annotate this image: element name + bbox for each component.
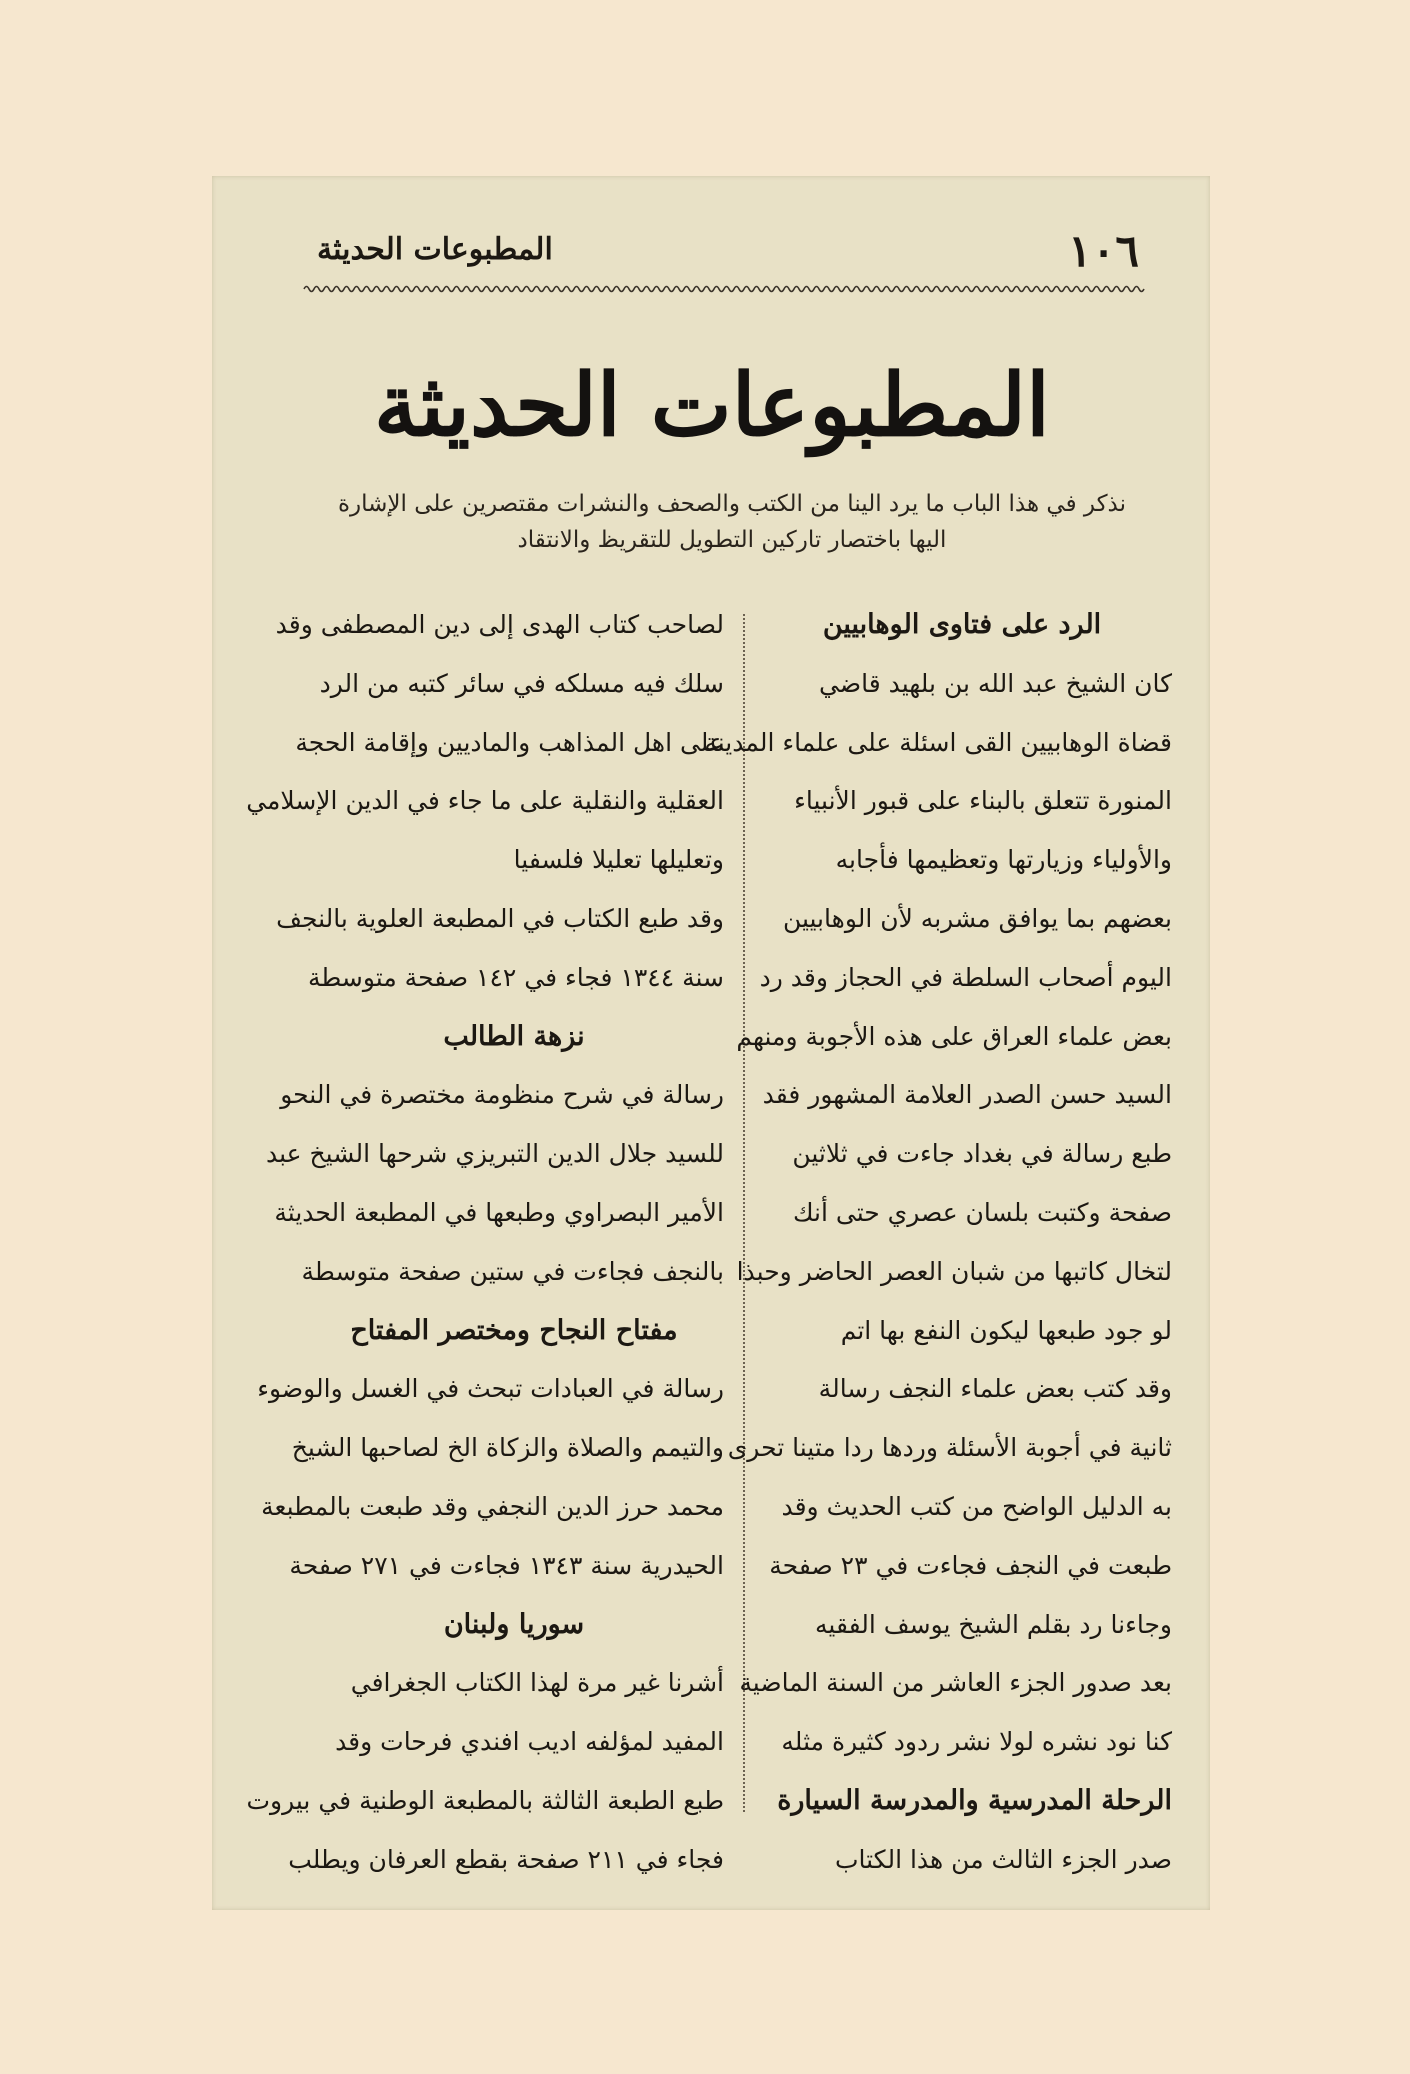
text-line: الحيدرية سنة ١٣٤٣ فجاءت في ٢٧١ صفحة	[289, 1550, 724, 1580]
text-line: وتعليلها تعليلا فلسفيا	[513, 845, 724, 875]
text-line: سلك فيه مسلكه في سائر كتبه من الرد	[319, 668, 724, 698]
text-line: محمد حرز الدين النجفي وقد طبعت بالمطبعة	[261, 1491, 724, 1521]
column-divider	[743, 614, 745, 1812]
text-line: والتيمم والصلاة والزكاة الخ لصاحبها الشيخ	[291, 1433, 724, 1463]
text-line: ثانية في أجوبة الأسئلة وردها ردا متينا تحرى	[727, 1433, 1172, 1463]
text-line: رسالة في العبادات تبحث في الغسل والوضوء	[257, 1374, 724, 1404]
article-heading: مفتاح النجاح ومختصر المفتاح	[350, 1314, 678, 1346]
left-column	[246, 596, 724, 1890]
text-line: رسالة في شرح منظومة مختصرة في النحو	[280, 1080, 724, 1110]
running-header	[307, 226, 1139, 286]
text-line: طبعت في النجف فجاءت في ٢٣ صفحة	[769, 1550, 1172, 1580]
article-heading: نزهة الطالب	[443, 1020, 585, 1052]
text-line: صدر الجزء الثالث من هذا الكتاب	[834, 1844, 1172, 1874]
text-line: وجاءنا رد بقلم الشيخ يوسف الفقيه	[815, 1609, 1172, 1639]
page-number: ١٠٦	[1068, 226, 1139, 277]
text-line: أشرنا غير مرة لهذا الكتاب الجغرافي	[350, 1668, 724, 1698]
intro-line: اليها باختصار تاركين التطويل للتقريظ والانتقاد	[517, 527, 947, 553]
text-line: بعضهم بما يوافق مشربه لأن الوهابيين	[782, 903, 1172, 933]
intro-line: نذكر في هذا الباب ما يرد الينا من الكتب والصحف والنشرات مقتصرين على الإشارة	[337, 491, 1126, 517]
text-line: طبع الطبعة الثالثة بالمطبعة الوطنية في بيروت	[246, 1785, 724, 1815]
text-line: الأمير البصراوي وطبعها في المطبعة الحديثة	[274, 1197, 724, 1227]
text-line: والأولياء وزيارتها وتعظيمها فأجابه	[835, 845, 1172, 875]
text-line: صفحة وكتبت بلسان عصري حتى أنك	[792, 1197, 1172, 1227]
text-line: بالنجف فجاءت في ستين صفحة متوسطة	[301, 1256, 724, 1286]
text-line: قضاة الوهابيين القى اسئلة على علماء المدينة	[704, 727, 1172, 757]
text-line: بعض علماء العراق على هذه الأجوبة ومنهم	[736, 1021, 1172, 1051]
text-line: كنا نود نشره لولا نشر ردود كثيرة مثله	[781, 1727, 1172, 1757]
text-line: كان الشيخ عبد الله بن بلهيد قاضي	[819, 668, 1172, 698]
text-line: العقلية والنقلية على ما جاء في الدين الإسلامي	[246, 786, 724, 816]
text-line: وقد كتب بعض علماء النجف رسالة	[818, 1374, 1172, 1404]
text-line: لو جود طبعها ليكون النفع بها اتم	[840, 1315, 1172, 1345]
text-line: على اهل المذاهب والماديين وإقامة الحجة	[295, 727, 724, 757]
text-line: لتخال كاتبها من شبان العصر الحاضر وحبذا	[736, 1256, 1172, 1286]
text-line: بعد صدور الجزء العاشر من السنة الماضية	[739, 1668, 1172, 1698]
text-line: طبع رسالة في بغداد جاءت في ثلاثين	[792, 1139, 1172, 1169]
text-line: سنة ١٣٤٤ فجاء في ١٤٢ صفحة متوسطة	[308, 962, 724, 992]
book-page	[212, 176, 1210, 1910]
intro-paragraph	[322, 486, 1142, 558]
text-line: للسيد جلال الدين التبريزي شرحها الشيخ عبد	[266, 1139, 724, 1169]
section-title: المطبوعات الحديثة	[374, 355, 1050, 456]
running-title: المطبوعات الحديثة	[317, 232, 553, 267]
article-heading: الرد على فتاوى الوهابيين	[822, 609, 1102, 640]
text-line: المنورة تتعلق بالبناء على قبور الأنبياء	[794, 786, 1172, 816]
article-heading: الرحلة المدرسية والمدرسة السيارة	[777, 1784, 1172, 1816]
text-line: فجاء في ٢١١ صفحة بقطع العرفان ويطلب	[288, 1844, 724, 1874]
text-line: المفيد لمؤلفه اديب افندي فرحات وقد	[335, 1727, 724, 1757]
wavy-rule-divider	[304, 282, 1144, 296]
article-heading: سوريا ولبنان	[443, 1608, 585, 1640]
text-line: وقد طبع الكتاب في المطبعة العلوية بالنجف	[276, 903, 724, 933]
text-line: لصاحب كتاب الهدى إلى دين المصطفى وقد	[275, 610, 724, 639]
right-column	[704, 596, 1172, 1890]
text-line: به الدليل الواضح من كتب الحديث وقد	[781, 1491, 1172, 1521]
text-line: اليوم أصحاب السلطة في الحجاز وقد رد	[759, 962, 1172, 992]
text-line: السيد حسن الصدر العلامة المشهور فقد	[762, 1080, 1172, 1110]
